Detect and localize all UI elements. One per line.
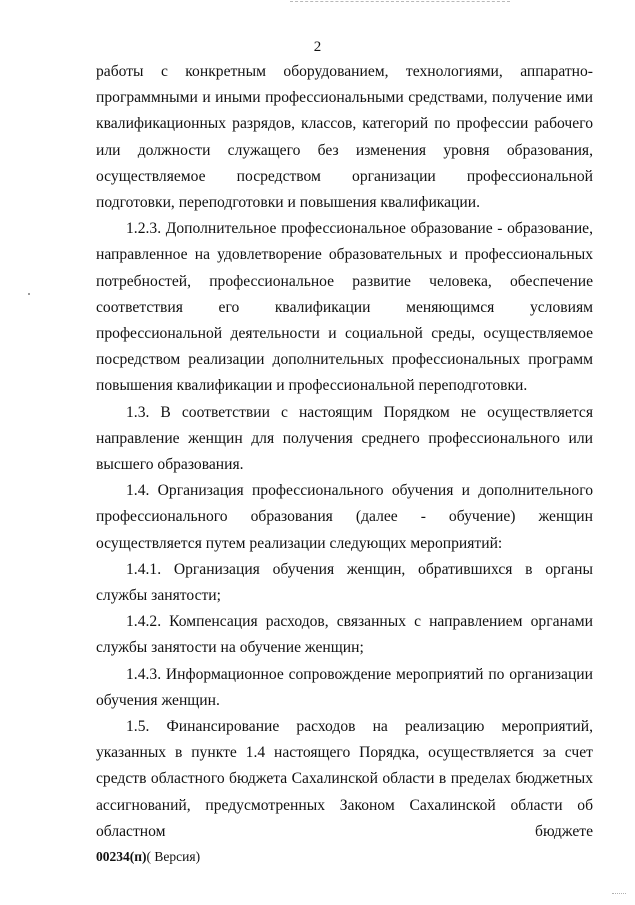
paragraph-1-4: 1.4. Организация профессионального обучения и дополнительного профессионального образования (далее - обучение) женщин осуществляется путем реализации следующих мероприятий:: [96, 482, 593, 552]
document-code: 00234(п): [96, 849, 147, 864]
scan-edge-artifact: [290, 1, 510, 4]
page-number: 2: [313, 39, 322, 55]
paragraph-1-4-3: 1.4.3. Информационное сопровождение мероприятий по организации обучения женщин.: [96, 665, 593, 709]
document-body: [96, 59, 593, 845]
scan-edge-artifact-bottom: [612, 893, 626, 895]
document-footer-code: [96, 849, 200, 865]
paragraph-continuation: работы с конкретным оборудованием, технологиями, аппаратно-программными и иными профессиональными средствами, получение ими квалификационных разрядов, классов, категорий по профессии рабочего или должности служащего без изменения уровня образования, осуществляемое посредством организации профессиональной подготовки, переподготовки и повышения квалификации.: [96, 63, 593, 212]
paragraph-1-3: 1.3. В соответствии с настоящим Порядком не осуществляется направление женщин для получения среднего профессионального или высшего образования.: [96, 403, 593, 474]
paragraph-1-4-1: 1.4.1. Организация обучения женщин, обратившихся в органы службы занятости;: [96, 560, 593, 605]
document-version: ( Версия): [146, 849, 201, 864]
paragraph-1-4-2: 1.4.2. Компенсация расходов, связанных с направлением органами службы занятости на обучение женщин;: [96, 613, 593, 657]
scan-speck: [28, 293, 30, 295]
paragraph-1-2-3: 1.2.3. Дополнительное профессиональное образование - образование, направленное на удовлетворение образовательных и профессиональных потребностей, профессиональное развитие человека, обеспечение соответствия его квалификации меняющимся условиям профессиональной деятельности и социальной среды, осуществляемое посредством реализации дополнительных профессиональных программ повышения квалификации и профессиональной переподготовки.: [96, 220, 593, 395]
paragraph-1-5: 1.5. Финансирование расходов на реализацию мероприятий, указанных в пункте 1.4 настоящего Порядка, осуществляется за счет средств областного бюджета Сахалинской области в пределах бюджетных ассигнований, предусмотренных Законом Сахалинской области об областном бюджете: [96, 718, 593, 840]
